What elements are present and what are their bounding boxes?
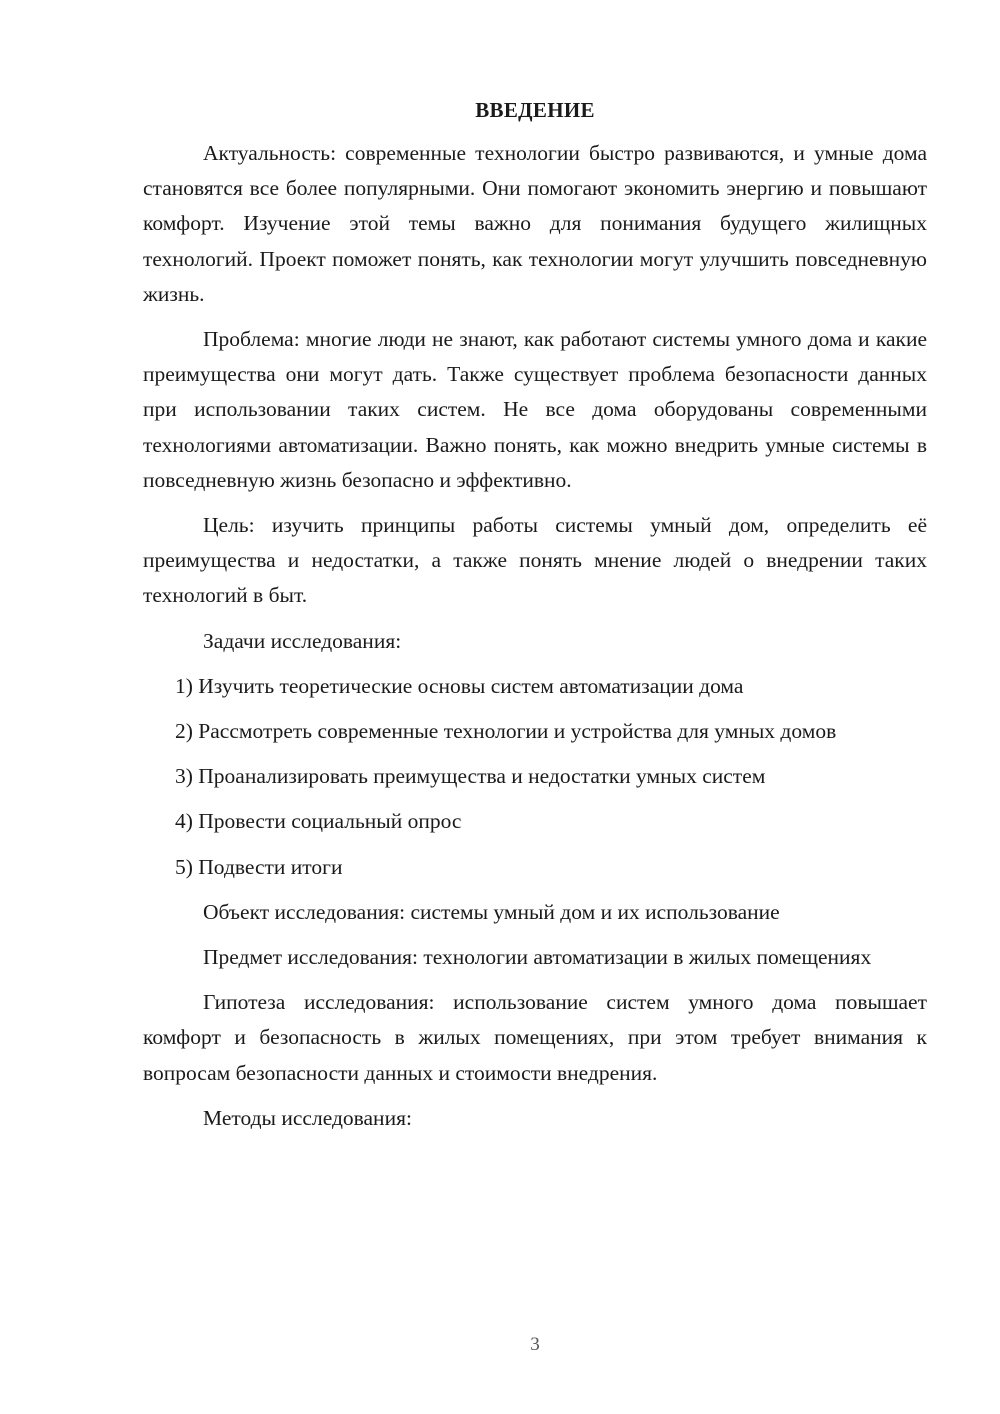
paragraph-subject: Предмет исследования: технологии автоматизации в жилых помещениях bbox=[203, 945, 872, 970]
page-number: 3 bbox=[530, 1334, 540, 1355]
paragraph-problem: Проблема: многие люди не знают, как работают системы умного дома и какие преимущества они могут дать. Также существует проблема безопасности данных при использовании таких систем. Не все дома оборудованы современными технологиями автоматизации. Важно понять, как можно внедрить умные системы в повседневную жизнь безопасно и эффективно. bbox=[143, 327, 927, 492]
section-title: ВВЕДЕНИЕ bbox=[475, 98, 595, 122]
paragraph-relevance: Актуальность: современные технологии быстро развиваются, и умные дома становятся все более популярными. Они помогают экономить энергию и повышают комфорт. Изучение этой темы важно для понимания будущего жилищных технологий. Проект поможет понять, как технологии могут улучшить повседневную жизнь. bbox=[143, 141, 927, 306]
task-item-3: 3) Проанализировать преимущества и недостатки умных систем bbox=[175, 764, 766, 789]
paragraph-hypothesis: Гипотеза исследования: использование систем умного дома повышает комфорт и безопасность в жилых помещениях, при этом требует внимания к вопросам безопасности данных и стоимости внедрения. bbox=[143, 990, 927, 1085]
task-item-5: 5) Подвести итоги bbox=[175, 854, 343, 879]
methods-heading: Методы исследования: bbox=[203, 1105, 412, 1130]
tasks-heading: Задачи исследования: bbox=[203, 628, 402, 653]
task-item-2: 2) Рассмотреть современные технологии и устройства для умных домов bbox=[175, 719, 837, 744]
document-page bbox=[143, 92, 927, 1146]
task-item-4: 4) Провести социальный опрос bbox=[175, 809, 462, 834]
task-item-1: 1) Изучить теоретические основы систем автоматизации дома bbox=[175, 673, 744, 698]
paragraph-goal: Цель: изучить принципы работы системы умный дом, определить её преимущества и недостатки, а также понять мнение людей о внедрении таких технологий в быт. bbox=[143, 513, 927, 608]
paragraph-object: Объект исследования: системы умный дом и их использование bbox=[203, 899, 780, 924]
